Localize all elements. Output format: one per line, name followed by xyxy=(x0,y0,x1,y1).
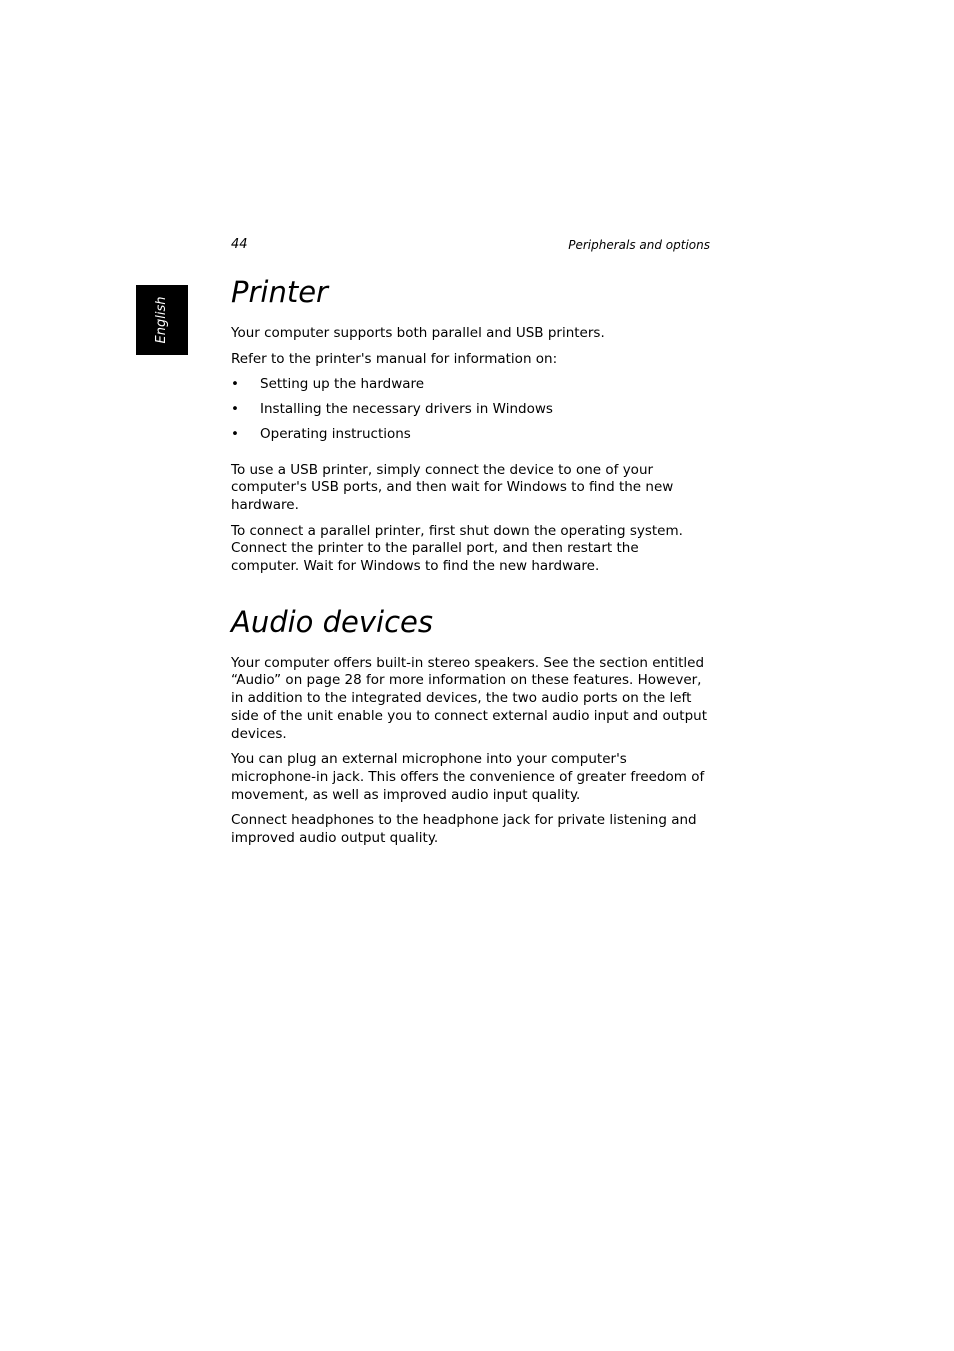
bullet-icon: • xyxy=(231,376,239,393)
page-content xyxy=(231,272,711,856)
bullet-icon: • xyxy=(231,401,239,418)
language-tab-label: English xyxy=(154,296,169,344)
page-number: 44 xyxy=(231,237,248,252)
printer-section xyxy=(231,272,711,576)
bullet-icon: • xyxy=(231,425,239,442)
paragraph: Connect headphones to the headphone jack for private listening and improved audio output quality. xyxy=(231,812,697,847)
paragraph: To use a USB printer, simply connect the device to one of your computer's USB ports, and then wait for Windows to find the new hardware. xyxy=(231,461,674,513)
list-item xyxy=(231,376,711,394)
list-item-text: Installing the necessary drivers in Windows xyxy=(260,401,553,418)
language-tab xyxy=(136,285,188,355)
paragraph: To connect a parallel printer, first shut down the operating system. Connect the printer to the parallel port, and then restart the computer. Wait for Windows to find the new hardware. xyxy=(231,522,683,575)
paragraph: Refer to the printer's manual for information on: xyxy=(231,350,558,367)
paragraph: Your computer supports both parallel and USB printers. xyxy=(231,325,605,341)
list-item-text: Operating instructions xyxy=(260,425,411,442)
section-title: Printer xyxy=(231,275,328,309)
running-header: Peripherals and options xyxy=(568,238,710,252)
list-item xyxy=(231,401,711,419)
list-item xyxy=(231,426,711,444)
list-item-text: Setting up the hardware xyxy=(260,376,425,393)
audio-devices-section xyxy=(231,602,711,848)
paragraph: You can plug an external microphone into your computer's microphone-in jack. This offers the convenience of greater freedom of movement, as well as improved audio input quality. xyxy=(231,751,705,803)
section-title: Audio devices xyxy=(231,604,434,639)
bullet-list xyxy=(231,376,711,443)
paragraph: Your computer offers built-in stereo speakers. See the section entitled “Audio” on page 28 for more information on these features. However, in addition to the integrated devices, the two audio ports on the left side of the unit enable you to connect external audio input and output devices. xyxy=(231,654,708,742)
